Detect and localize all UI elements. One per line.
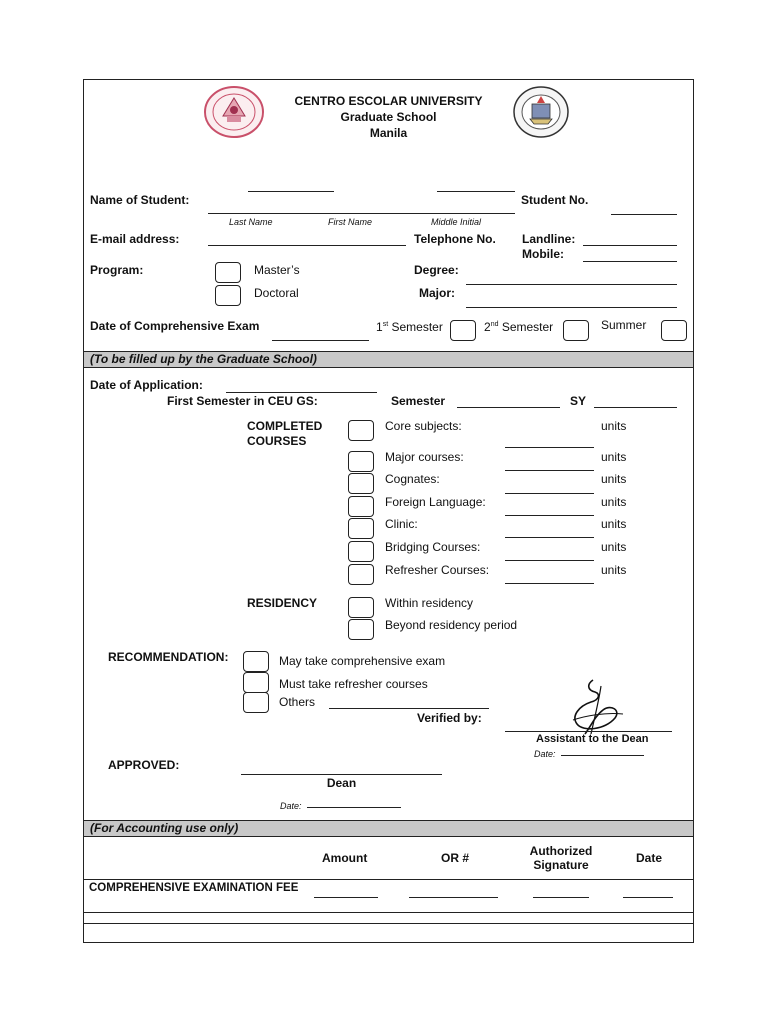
within-residency-checkbox[interactable]: [348, 597, 374, 618]
last-name-caption: Last Name: [229, 217, 273, 227]
email-field[interactable]: [208, 245, 406, 246]
course-label: Refresher Courses:: [385, 563, 490, 577]
accounting-band: (For Accounting use only): [84, 820, 693, 837]
dean-date-field[interactable]: [307, 807, 401, 808]
residency-option: Beyond residency period: [385, 618, 518, 632]
units-label: units: [601, 495, 627, 509]
residency-option: Within residency: [385, 596, 474, 610]
assistant-to-dean-label: Assistant to the Dean: [536, 733, 649, 745]
completed-courses-label-1: COMPLETED: [247, 419, 323, 433]
dean-label: Dean: [326, 776, 357, 790]
others-field[interactable]: [329, 708, 489, 709]
table-rule: [84, 923, 693, 924]
date-field[interactable]: [623, 897, 673, 898]
course-label: Foreign Language:: [385, 495, 486, 509]
units-label: units: [601, 517, 627, 531]
second-semester-label: 2nd Semester: [484, 320, 554, 334]
first-semester-checkbox[interactable]: [450, 320, 476, 341]
assistant-date-field[interactable]: [561, 755, 644, 756]
table-rule: [84, 912, 693, 913]
student-no-field[interactable]: [611, 214, 677, 215]
recommendation-option: May take comprehensive exam: [279, 654, 446, 668]
date-header: Date: [636, 851, 663, 865]
authorized-header-line2: Signature: [533, 858, 589, 872]
clinic-checkbox[interactable]: [348, 518, 374, 539]
recommendation-option: Others: [279, 695, 316, 709]
units-label: units: [601, 540, 627, 554]
first-name-caption: First Name: [328, 217, 373, 227]
foreign-language-units-field[interactable]: [505, 515, 594, 516]
recommendation-option: Must take refresher courses: [279, 677, 428, 691]
city-name: Manila: [369, 126, 408, 140]
school-name: Graduate School: [340, 110, 437, 124]
units-label: units: [601, 472, 627, 486]
university-name: CENTRO ESCOLAR UNIVERSITY: [294, 94, 483, 108]
summer-checkbox[interactable]: [661, 320, 687, 341]
cognates-units-field[interactable]: [505, 493, 594, 494]
amount-header: Amount: [322, 851, 368, 865]
refresher-courses-units-field[interactable]: [505, 583, 594, 584]
core-subjects-checkbox[interactable]: [348, 420, 374, 441]
degree-field[interactable]: [466, 284, 677, 285]
dean-signature-line[interactable]: [241, 774, 442, 775]
mobile-field[interactable]: [583, 261, 677, 262]
foreign-language-checkbox[interactable]: [348, 496, 374, 517]
course-label: Cognates:: [385, 472, 440, 486]
approved-label: APPROVED:: [108, 758, 180, 772]
student-name-field[interactable]: [208, 213, 515, 214]
assistant-date-label: Date:: [534, 749, 556, 759]
or-number-header: OR #: [441, 851, 470, 865]
summer-label: Summer: [601, 318, 647, 332]
units-label: units: [601, 419, 627, 433]
landline-field[interactable]: [583, 245, 677, 246]
second-semester-checkbox[interactable]: [563, 320, 589, 341]
telephone-label: Telephone No.: [414, 232, 496, 246]
program-label: Program:: [90, 263, 144, 277]
landline-label: Landline:: [522, 232, 576, 246]
middle-initial-caption: Middle Initial: [431, 217, 482, 227]
date-of-application-label: Date of Application:: [90, 378, 203, 392]
first-semester-label: 1st Semester: [376, 320, 443, 334]
or-number-field[interactable]: [409, 897, 498, 898]
major-field[interactable]: [466, 307, 677, 308]
verified-by-label: Verified by:: [417, 711, 482, 725]
course-label: Bridging Courses:: [385, 540, 481, 554]
beyond-residency-checkbox[interactable]: [348, 619, 374, 640]
bridging-courses-units-field[interactable]: [505, 560, 594, 561]
dean-date-label: Date:: [280, 801, 302, 811]
table-rule: [84, 879, 693, 880]
masters-label: Master’s: [254, 263, 300, 277]
sy-label: SY: [570, 394, 587, 408]
clinic-units-field[interactable]: [505, 537, 594, 538]
name-of-student-label: Name of Student:: [90, 193, 190, 207]
masters-checkbox[interactable]: [215, 262, 241, 283]
mobile-label: Mobile:: [522, 247, 564, 261]
completed-courses-label-2: COURSES: [247, 434, 307, 448]
name-top-line-1: [248, 191, 334, 192]
student-no-label: Student No.: [521, 193, 589, 207]
core-subjects-units-field[interactable]: [505, 447, 594, 448]
graduate-school-band: (To be filled up by the Graduate School): [84, 351, 693, 368]
units-label: units: [601, 563, 627, 577]
course-label: Clinic:: [385, 517, 418, 531]
course-label: Core subjects:: [385, 419, 462, 433]
others-checkbox[interactable]: [243, 692, 269, 713]
degree-label: Degree:: [414, 263, 459, 277]
amount-field[interactable]: [314, 897, 378, 898]
email-label: E-mail address:: [90, 232, 180, 246]
comprehensive-exam-fee-label: COMPREHENSIVE EXAMINATION FEE: [89, 882, 299, 894]
doctoral-label: Doctoral: [254, 286, 299, 300]
date-of-application-field[interactable]: [226, 392, 377, 393]
exam-date-field[interactable]: [272, 340, 369, 341]
doctoral-checkbox[interactable]: [215, 285, 241, 306]
must-take-refresher-checkbox[interactable]: [243, 672, 269, 693]
may-take-exam-checkbox[interactable]: [243, 651, 269, 672]
authorized-signature-field[interactable]: [533, 897, 589, 898]
exam-date-label: Date of Comprehensive Exam: [90, 319, 260, 333]
units-label: units: [601, 450, 627, 464]
residency-label: RESIDENCY: [247, 596, 318, 610]
cognates-checkbox[interactable]: [348, 473, 374, 494]
name-top-line-2: [437, 191, 515, 192]
first-semester-ceu-label: First Semester in CEU GS:: [167, 394, 318, 408]
major-label: Major:: [419, 286, 455, 300]
authorized-header-line1: Authorized: [529, 844, 593, 858]
handwritten-signature: [565, 676, 627, 738]
major-courses-checkbox[interactable]: [348, 451, 374, 472]
course-label: Major courses:: [385, 450, 464, 464]
major-courses-units-field[interactable]: [505, 470, 594, 471]
sy-field[interactable]: [594, 407, 677, 408]
semester-label: Semester: [391, 394, 446, 408]
refresher-courses-checkbox[interactable]: [348, 564, 374, 585]
bridging-courses-checkbox[interactable]: [348, 541, 374, 562]
semester-field[interactable]: [457, 407, 560, 408]
form-frame: [83, 79, 694, 943]
recommendation-label: RECOMMENDATION:: [108, 650, 229, 664]
